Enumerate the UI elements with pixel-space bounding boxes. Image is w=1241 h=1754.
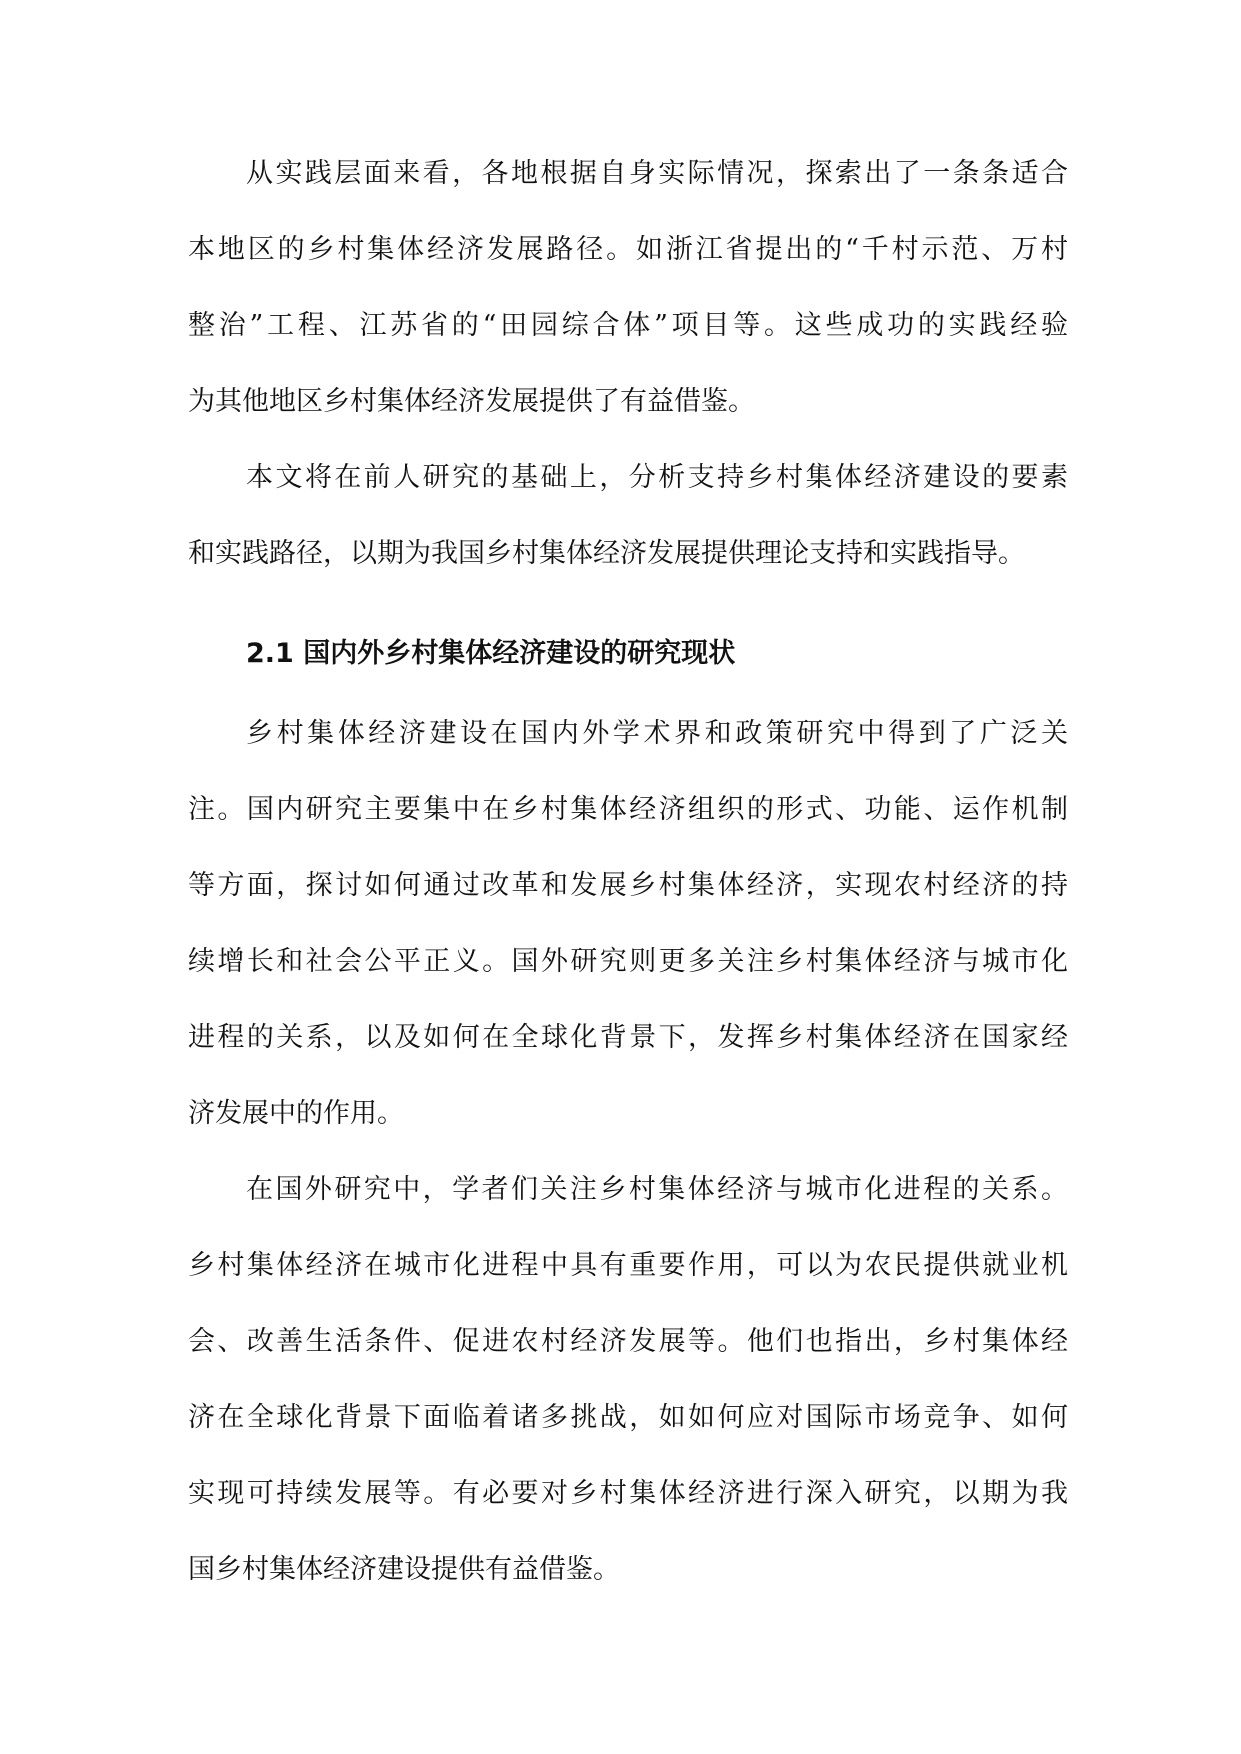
paragraph-2-line-1: 本文将在前人研究的基础上，分析支持乡村集体经济建设的要素 [246,462,1068,493]
paragraph-3-line-5: 进程的关系，以及如何在全球化背景下，发挥乡村集体经济在国家经 [188,1022,1068,1053]
paragraph-3-line-2: 注。国内研究主要集中在乡村集体经济组织的形式、功能、运作机制 [188,794,1068,825]
paragraph-4-line-4: 济在全球化背景下面临着诸多挑战，如如何应对国际市场竞争、如何 [188,1402,1068,1433]
paragraph-3-line-4: 续增长和社会公平正义。国外研究则更多关注乡村集体经济与城市化 [188,946,1068,977]
paragraph-1-line-3: 整治”工程、江苏省的“田园综合体”项目等。这些成功的实践经验 [188,310,1068,341]
paragraph-4-line-5: 实现可持续发展等。有必要对乡村集体经济进行深入研究，以期为我 [188,1478,1068,1509]
paragraph-4-line-6: 国乡村集体经济建设提供有益借鉴。 [188,1554,620,1585]
paragraph-1-line-4: 为其他地区乡村集体经济发展提供了有益借鉴。 [188,386,755,417]
paragraph-4-line-3: 会、改善生活条件、促进农村经济发展等。他们也指出，乡村集体经 [188,1326,1068,1357]
paragraph-4-line-1: 在国外研究中，学者们关注乡村集体经济与城市化进程的关系。 [246,1174,1068,1205]
section-heading: 2.1 国内外乡村集体经济建设的研究现状 [246,638,736,669]
paragraph-3-line-6: 济发展中的作用。 [188,1098,404,1129]
paragraph-1-line-2: 本地区的乡村集体经济发展路径。如浙江省提出的“千村示范、万村 [188,234,1068,265]
paragraph-4-line-2: 乡村集体经济在城市化进程中具有重要作用，可以为农民提供就业机 [188,1250,1068,1281]
paragraph-2-line-2: 和实践路径，以期为我国乡村集体经济发展提供理论支持和实践指导。 [188,538,1025,569]
paragraph-3-line-3: 等方面，探讨如何通过改革和发展乡村集体经济，实现农村经济的持 [188,870,1068,901]
paragraph-3-line-1: 乡村集体经济建设在国内外学术界和政策研究中得到了广泛关 [246,718,1068,749]
paragraph-1-line-1: 从实践层面来看，各地根据自身实际情况，探索出了一条条适合 [246,158,1068,189]
